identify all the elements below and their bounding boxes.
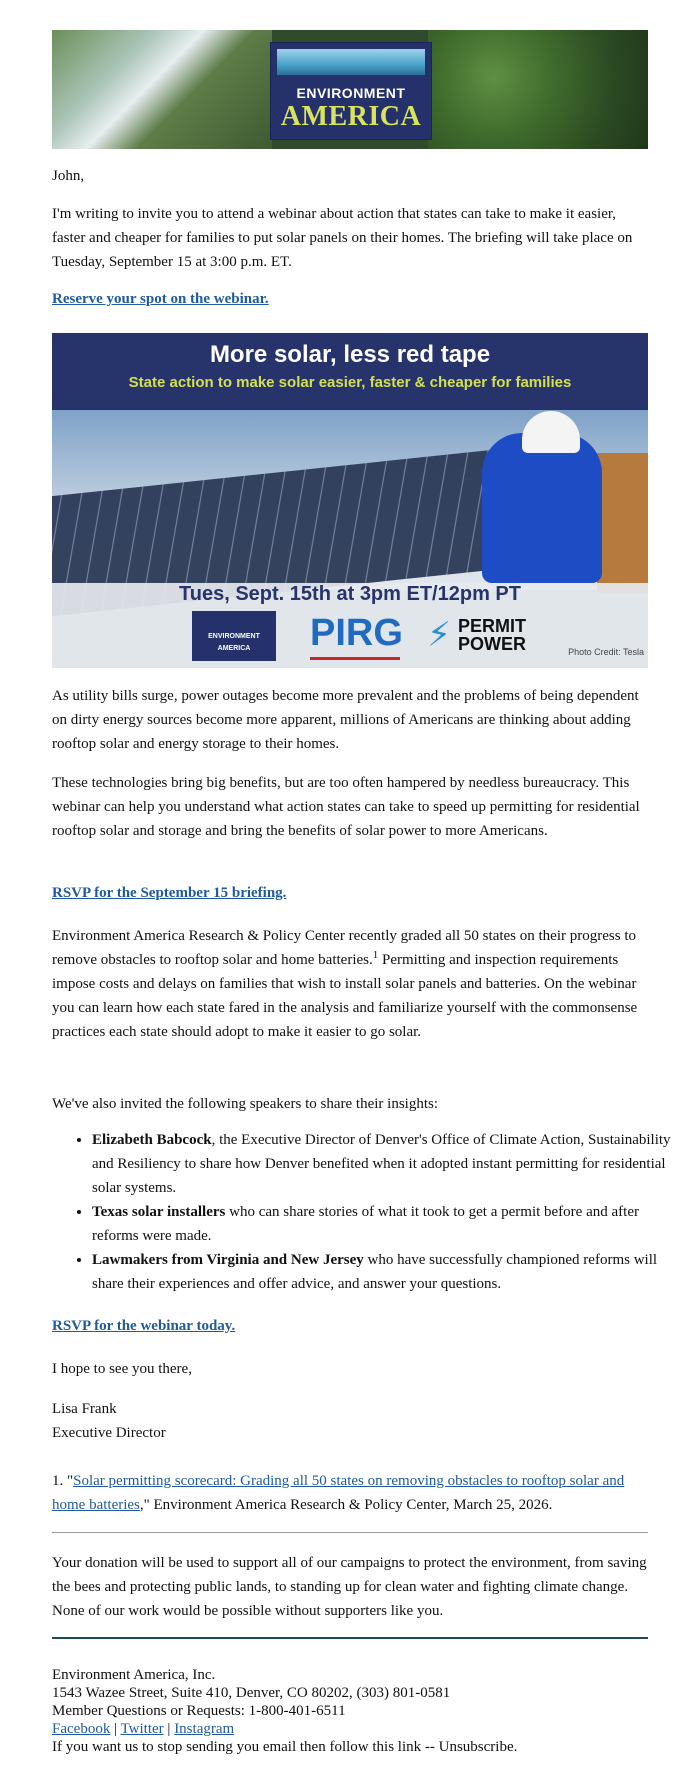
speaker-description: , the Executive Director of Denver's Office of Climate Action, Sustainability and Resiliency to share how Denver benefited when it adopted instant permitting for residential solar systems. — [92, 1132, 671, 1196]
webinar-banner-image[interactable] — [52, 333, 648, 668]
separator: | — [163, 1721, 175, 1737]
rsvp-today-link-wrap — [52, 1317, 648, 1335]
worker-photo — [482, 433, 602, 583]
divider — [52, 1532, 648, 1533]
environment-america-small-logo: ENVIRONMENT AMERICA — [192, 611, 276, 661]
footer-divider — [52, 1637, 648, 1639]
footer-org: Environment America, Inc. — [52, 1667, 216, 1683]
pirg-logo: PIRG — [310, 609, 400, 660]
environment-america-logo[interactable] — [270, 42, 432, 140]
reserve-webinar-link[interactable]: Reserve your spot on the webinar. — [52, 291, 269, 307]
rsvp-briefing-link-wrap — [52, 884, 648, 902]
logo-line1: ENVIRONMENT — [296, 85, 406, 101]
permit-power-line1: PERMIT — [458, 616, 527, 636]
mountain-graphic — [277, 49, 425, 75]
closing-line: I hope to see you there, — [52, 1361, 192, 1377]
paragraph-scorecard-part1: Environment America Research & Policy Center recently graded all 50 states on their progress to remove obstacles to rooftop solar and home batteries. — [52, 928, 636, 968]
reserve-link-wrap — [52, 290, 648, 308]
speaker-name: Lawmakers from Virginia and New Jersey — [92, 1252, 364, 1268]
banner-title: More solar, less red tape — [209, 341, 491, 368]
banner-subtitle: State action to make solar easier, faster & cheaper for families — [128, 374, 572, 391]
footer-address: 1543 Wazee Street, Suite 410, Denver, CO 80202, (303) 801-0581 — [52, 1685, 451, 1701]
logo-line2: AMERICA — [280, 101, 422, 132]
twitter-link[interactable]: Twitter — [120, 1721, 164, 1737]
greeting: John, — [52, 168, 85, 184]
unsubscribe-line[interactable]: If you want us to stop sending you email then follow this link -- Unsubscribe. — [52, 1739, 518, 1755]
speakers-list — [52, 1128, 688, 1296]
intro-paragraph: I'm writing to invite you to attend a webinar about action that states can take to make it easier, faster and cheaper for families to put solar panels on their homes. The briefing will take place on Tuesday, September 15 at 3:00 p.m. ET. — [52, 206, 633, 270]
roof-photo — [597, 453, 648, 593]
permit-power-logo — [458, 617, 578, 653]
signer-title: Executive Director — [52, 1425, 166, 1441]
speaker-name: Elizabeth Babcock — [92, 1132, 212, 1148]
forest-photo — [428, 30, 648, 149]
footer-member-line: Member Questions or Requests: 1-800-401-6511 — [52, 1703, 346, 1719]
paragraph-scorecard-part2: Permitting and inspection requirements impose costs and delays on families that wish to install solar panels and batteries. On the webinar you can learn how each state fared in the analysis and familiarize yourself with the commonsense practices each state should adopt to make it easier to go solar. — [52, 952, 638, 1040]
rsvp-today-link[interactable]: RSVP for the webinar today. — [52, 1318, 236, 1334]
speaker-description: who have successfully championed reforms will share their experiences and offer advice, and answer your questions. — [92, 1252, 658, 1292]
header-banner-image — [52, 30, 648, 149]
stream-photo — [52, 30, 272, 149]
speakers-intro: We've also invited the following speakers to share their insights: — [52, 1096, 438, 1112]
paragraph-technologies: These technologies bring big benefits, but are too often hampered by needless bureaucracy. This webinar can help you understand what action states can take to speed up permitting for residential rooftop solar and storage and bring the benefits of solar power to more Americans. — [52, 775, 640, 839]
list-item — [92, 1128, 688, 1200]
footer-social-links — [52, 1720, 648, 1738]
speaker-description: who can share stories of what it took to get a permit before and after reforms were made. — [92, 1204, 639, 1244]
instagram-link[interactable]: Instagram — [174, 1721, 235, 1737]
paragraph-utility-bills: As utility bills surge, power outages become more prevalent and the problems of being dependent on dirty energy sources become more apparent, millions of Americans are thinking about adding rooftop solar and energy storage to their homes. — [52, 688, 639, 752]
separator: | — [110, 1721, 121, 1737]
footnote-prefix: 1. " — [52, 1473, 74, 1489]
scorecard-report-link[interactable]: Solar permitting scorecard: Grading all 50 states on removing obstacles to rooftop solar and home batteries — [52, 1473, 625, 1513]
footnote — [52, 1469, 648, 1517]
facebook-link[interactable]: Facebook — [52, 1721, 111, 1737]
list-item — [92, 1200, 688, 1248]
banner-date: Tues, Sept. 15th at 3pm ET/12pm PT — [179, 583, 521, 605]
speaker-name: Texas solar installers — [92, 1204, 226, 1220]
signer-name: Lisa Frank — [52, 1401, 117, 1417]
rsvp-briefing-link[interactable]: RSVP for the September 15 briefing. — [52, 885, 287, 901]
list-item — [92, 1248, 688, 1296]
footnote-marker[interactable]: 1 — [372, 949, 379, 961]
footnote-suffix: ," Environment America Research & Policy Center, March 25, 2026. — [139, 1497, 553, 1513]
lightning-bolt-icon: ⚡ — [427, 615, 451, 655]
permit-power-line2: POWER — [458, 634, 527, 654]
paragraph-scorecard — [52, 924, 648, 1044]
footer — [52, 1666, 648, 1756]
donation-paragraph: Your donation will be used to support all of our campaigns to protect the environment, from saving the bees and protecting public lands, to standing up for clean water and fighting climate change. None of our work would be possible without supporters like you. — [52, 1555, 647, 1619]
photo-credit: Photo Credit: Tesla — [568, 647, 644, 657]
